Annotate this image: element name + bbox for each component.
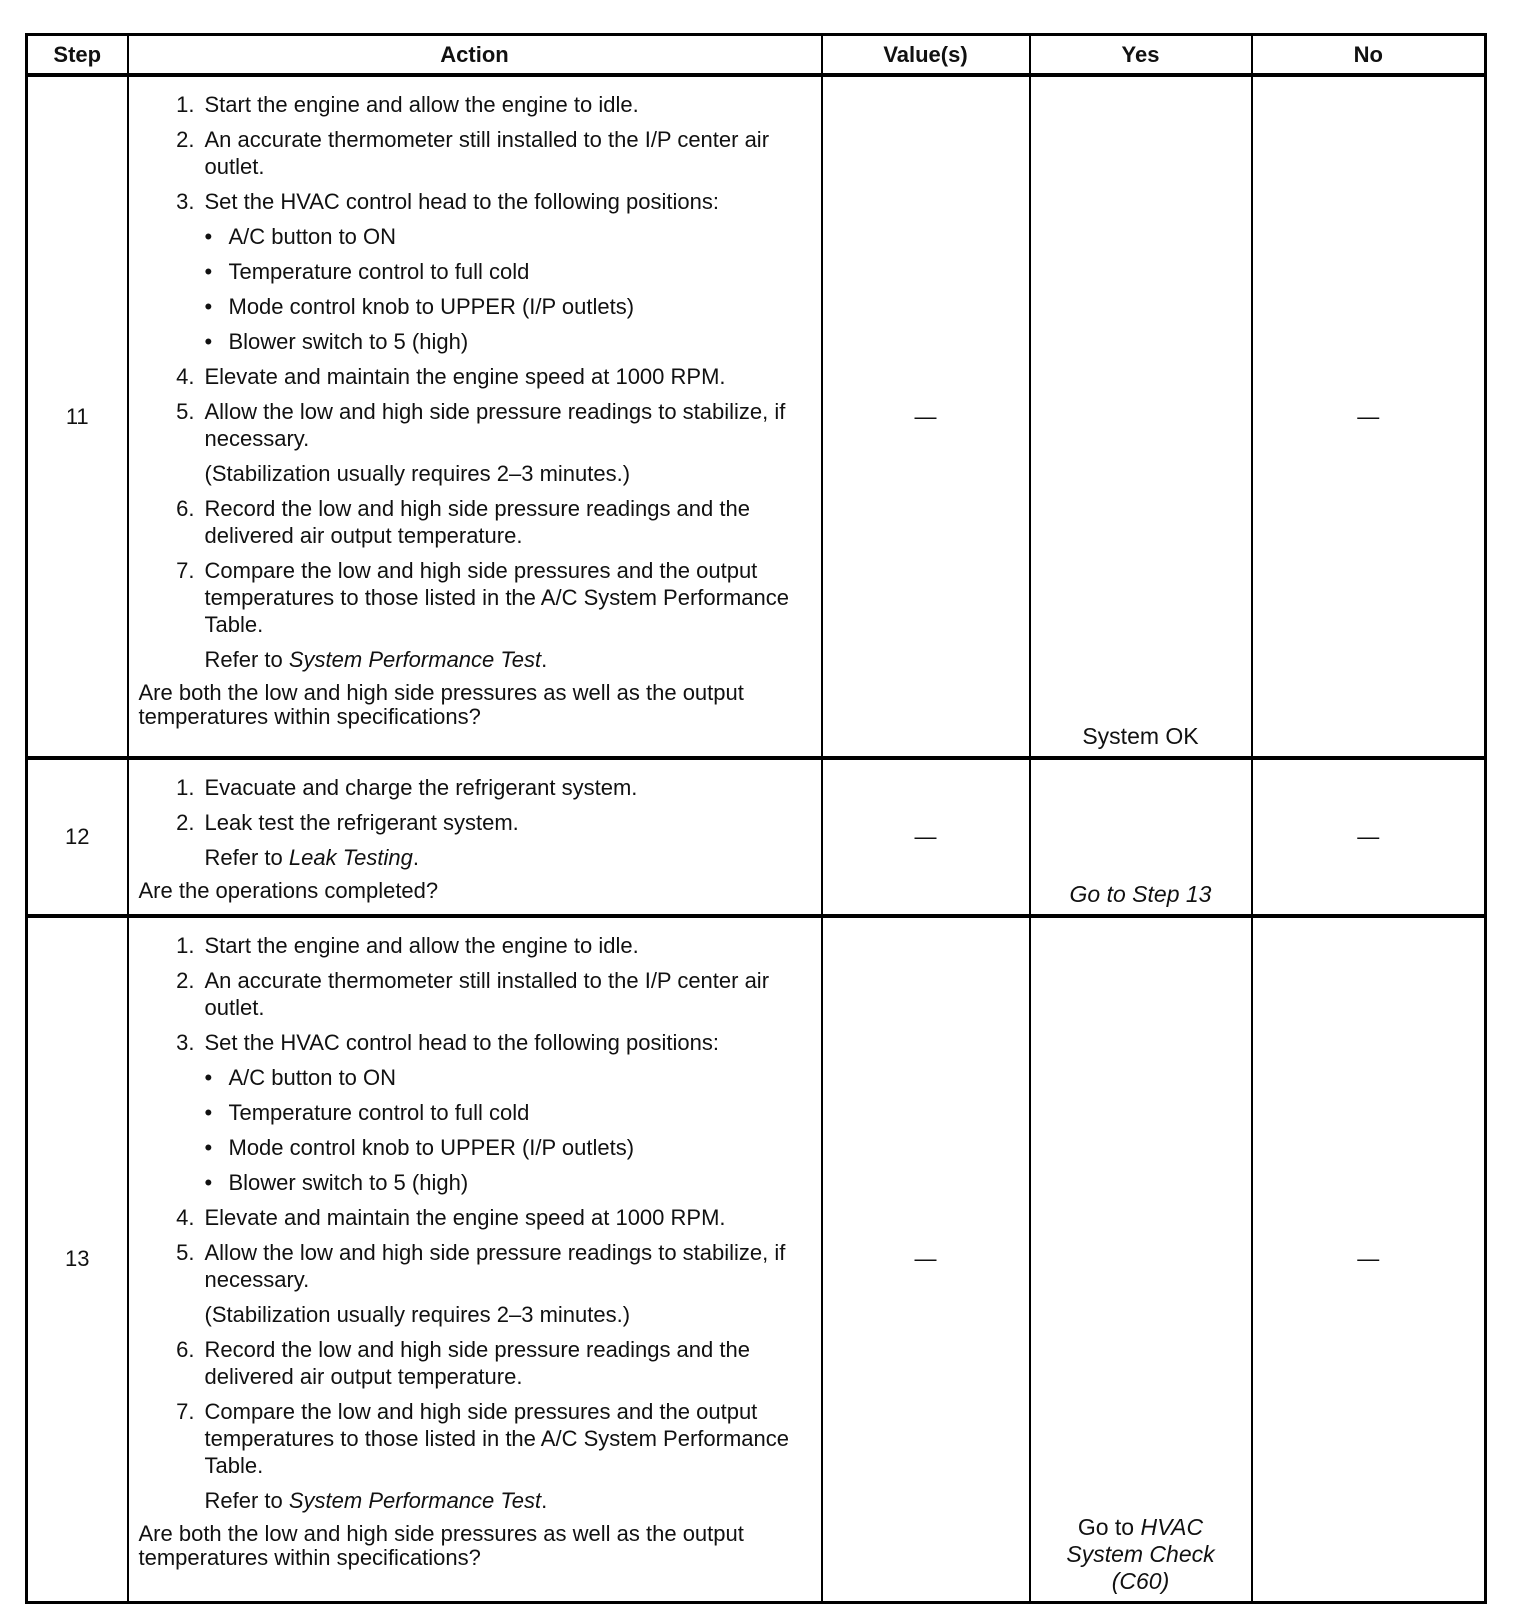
step-number: 11	[27, 75, 128, 758]
stabilization-note: (Stabilization usually requires 2–3 minutes.)	[204, 461, 631, 486]
refer-link[interactable]: System Performance Test	[288, 1488, 542, 1513]
value-cell: —	[822, 758, 1030, 916]
list-item: 7. Compare the low and high side pressures and the output temperatures to those listed in the A/C System Performance Table.	[176, 558, 789, 637]
action-cell	[128, 758, 822, 916]
bullet-item: • Blower switch to 5 (high)	[204, 1170, 469, 1195]
bullet-item: • Blower switch to 5 (high)	[204, 329, 469, 354]
stabilization-note: (Stabilization usually requires 2–3 minutes.)	[204, 1302, 631, 1327]
list-item: 3. Set the HVAC control head to the following positions:	[176, 189, 719, 214]
list-item: 5. Allow the low and high side pressure readings to stabilize, if necessary.	[176, 399, 786, 451]
bullet-item: • Mode control knob to UPPER (I/P outlets)	[204, 294, 635, 319]
bullet-item: • Mode control knob to UPPER (I/P outlets)	[204, 1135, 635, 1160]
question: Are the operations completed?	[138, 878, 439, 903]
list-item: 4. Elevate and maintain the engine speed at 1000 RPM.	[176, 1205, 726, 1230]
list-item: 2. An accurate thermometer still installed to the I/P center air outlet.	[176, 127, 770, 179]
header-no: No	[1252, 35, 1486, 76]
goto-link[interactable]: Go to Step 13	[1069, 881, 1212, 907]
header-step: Step	[27, 35, 128, 76]
table-row	[27, 916, 1486, 1602]
list-item: 6. Record the low and high side pressure readings and the delivered air output temperature.	[176, 1337, 750, 1389]
list-item: 7. Compare the low and high side pressures and the output temperatures to those listed in the A/C System Performance Table.	[176, 1399, 789, 1478]
refer-line: Refer to System Performance Test.	[204, 647, 548, 672]
no-cell: —	[1252, 758, 1486, 916]
refer-line: Refer to Leak Testing.	[204, 845, 419, 870]
table-row	[27, 758, 1486, 916]
bullet-item: • Temperature control to full cold	[204, 1100, 530, 1125]
yes-cell: Go to HVAC System Check (C60)	[1030, 916, 1252, 1602]
goto-link[interactable]: HVAC System Check (C60)	[1066, 1513, 1215, 1594]
bullet-item: • A/C button to ON	[204, 1065, 397, 1090]
question: Are both the low and high side pressures as well as the output temperatures within specifications?	[138, 680, 744, 729]
refer-line: Refer to System Performance Test.	[204, 1488, 548, 1513]
list-item: 5. Allow the low and high side pressure readings to stabilize, if necessary.	[176, 1240, 786, 1292]
list-item: 6. Record the low and high side pressure readings and the delivered air output temperature.	[176, 496, 750, 548]
refer-link[interactable]: System Performance Test	[288, 647, 542, 672]
table-row	[27, 75, 1486, 758]
value-cell: —	[822, 916, 1030, 1602]
list-item: 2. An accurate thermometer still installed to the I/P center air outlet.	[176, 968, 770, 1020]
header-values: Value(s)	[822, 35, 1030, 76]
list-item: 3. Set the HVAC control head to the following positions:	[176, 1030, 719, 1055]
question: Are both the low and high side pressures as well as the output temperatures within specifications?	[138, 1521, 744, 1570]
no-cell: —	[1252, 916, 1486, 1602]
no-cell: —	[1252, 75, 1486, 758]
bullet-item: • A/C button to ON	[204, 224, 397, 249]
refer-link[interactable]: Leak Testing	[288, 845, 413, 870]
yes-cell: System OK	[1030, 75, 1252, 758]
yes-cell	[1030, 758, 1252, 916]
list-item: 4. Elevate and maintain the engine speed at 1000 RPM.	[176, 364, 726, 389]
list-item: 1. Evacuate and charge the refrigerant system.	[176, 775, 638, 800]
step-number: 12	[27, 758, 128, 916]
list-item: 1. Start the engine and allow the engine to idle.	[176, 92, 639, 117]
step-number: 13	[27, 916, 128, 1602]
header-row	[27, 35, 1486, 76]
value-cell: —	[822, 75, 1030, 758]
action-cell	[128, 75, 822, 758]
action-cell	[128, 916, 822, 1602]
diagnostic-table	[25, 33, 1487, 1604]
list-item: 1. Start the engine and allow the engine to idle.	[176, 933, 639, 958]
header-action: Action	[128, 35, 822, 76]
header-yes: Yes	[1030, 35, 1252, 76]
list-item: 2. Leak test the refrigerant system.	[176, 810, 519, 835]
bullet-item: • Temperature control to full cold	[204, 259, 530, 284]
